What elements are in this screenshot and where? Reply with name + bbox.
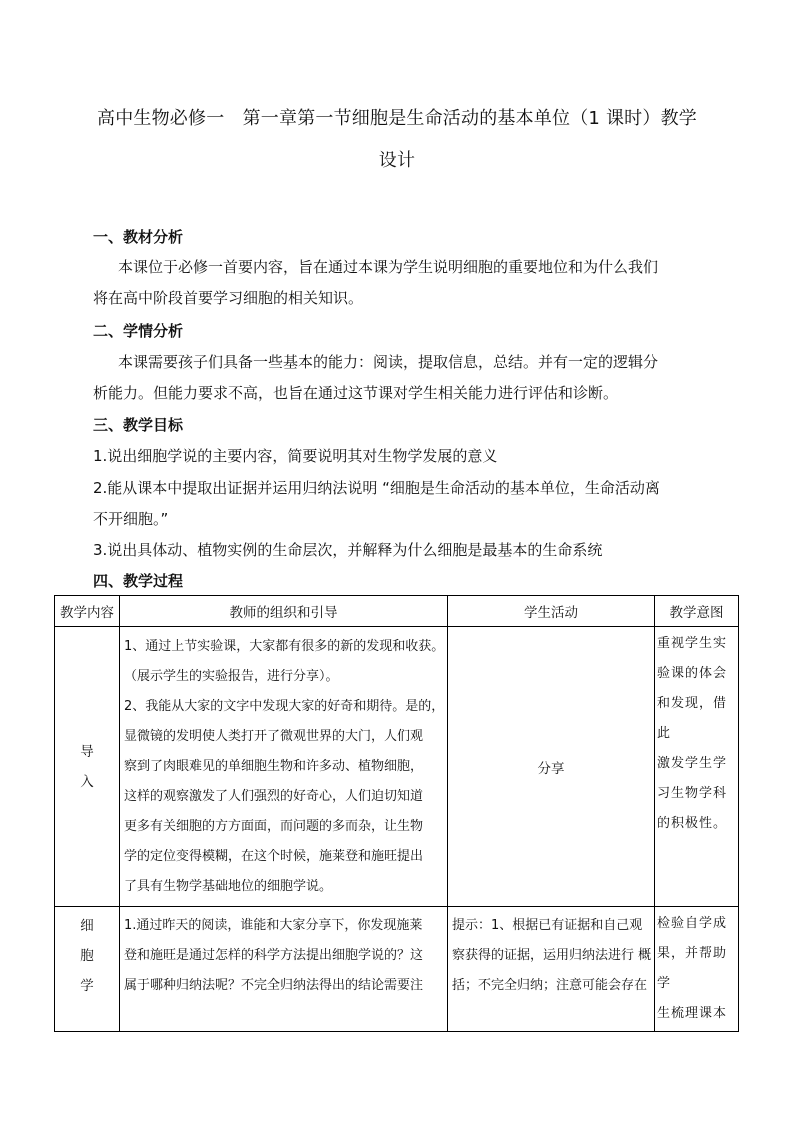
intent-text-line: 验课的体会 xyxy=(657,666,728,681)
intent-text-line: 生梳理课本 xyxy=(657,1006,728,1021)
teacher-text-line: 学的定位变得模糊，在这个时候，施莱登和施旺提出 xyxy=(124,848,424,864)
content-line: 细 xyxy=(80,918,94,934)
teacher-text-line: 2、我能从大家的文字中发现大家的好奇和期待。是的， xyxy=(124,698,445,714)
goal-1: 1.说出细胞学说的主要内容，简要说明其对生物学发展的意义 xyxy=(93,447,498,465)
student-analysis-text-line-2: 析能力。但能力要求不高，也旨在通过这节课对学生相关能力进行评估和诊断。 xyxy=(93,384,619,402)
header-teaching-intent: 教学意图 xyxy=(655,596,739,627)
goal-2-line-1: 2.能从课本中提取出证据并运用归纳法说明 “细胞是生命活动的基本单位，生命活动离 xyxy=(93,479,660,497)
intent-text-line: 果，并帮助学 xyxy=(657,946,728,991)
teaching-process-table xyxy=(54,595,739,1032)
cell-teacher-cell-theory xyxy=(120,907,448,1032)
intent-text-line: 检验自学成 xyxy=(657,916,728,931)
section-heading-teaching-goals: 三、教学目标 xyxy=(93,416,184,434)
intent-text-line: 重视学生实 xyxy=(657,636,728,651)
header-teaching-content: 教学内容 xyxy=(55,596,120,627)
intent-text-line: 和发现，借此 xyxy=(657,696,728,741)
intent-text-line: 的积极性。 xyxy=(657,816,728,831)
section-heading-student-analysis: 二、学情分析 xyxy=(93,322,184,340)
teacher-text-line: 更多有关细胞的方方面面，而问题的多而杂，让生物 xyxy=(124,818,424,834)
student-text-line: 括；不完全归纳；注意可能会存在 xyxy=(452,978,648,993)
content-line: 入 xyxy=(80,773,94,790)
goal-2-line-2: 不开细胞。” xyxy=(93,510,169,528)
cell-student-introduction: 分享 xyxy=(448,627,655,907)
textbook-analysis-text-line-2: 将在高中阶段首要学习细胞的相关知识。 xyxy=(93,289,364,307)
header-student-activity: 学生活动 xyxy=(448,596,655,627)
intent-text-line: 习生物学科 xyxy=(657,786,728,801)
cell-student-cell-theory xyxy=(448,907,655,1032)
student-text-line: 提示：1、根据已有证据和自己观 xyxy=(452,918,643,933)
teacher-text-line: 显微镜的发明使人类打开了微观世界的大门，人们观 xyxy=(124,728,424,744)
teacher-text-line: 1.通过昨天的阅读，谁能和大家分享下，你发现施莱 xyxy=(124,918,423,933)
header-teacher-guidance: 教师的组织和引导 xyxy=(120,596,448,627)
content-line: 导 xyxy=(80,743,94,760)
teacher-text-line: 登和施旺是通过怎样的科学方法提出细胞学说的？这 xyxy=(124,948,424,963)
section-heading-teaching-process: 四、教学过程 xyxy=(93,572,184,590)
intent-text-line: 激发学生学 xyxy=(657,756,728,771)
student-text-line: 察获得的证据，运用归纳法进行 概 xyxy=(452,948,652,963)
teacher-text-line: 这样的观察激发了人们强烈的好奇心，人们迫切知道 xyxy=(124,788,424,804)
cell-teacher-introduction xyxy=(120,627,448,907)
document-title-line-1: 高中生物必修一 第一章第一节细胞是生命活动的基本单位（1 课时）教学 xyxy=(97,108,697,129)
teacher-text-line: 察到了肉眼难见的单细胞生物和许多动、植物细胞， xyxy=(124,758,424,774)
content-line: 学 xyxy=(80,978,94,994)
teacher-text-line: 1、通过上节实验课，大家都有很多的新的发现和收获。 xyxy=(124,638,445,654)
textbook-analysis-text-line-1: 本课位于必修一首要内容，旨在通过本课为学生说明细胞的重要地位和为什么我们 xyxy=(118,258,659,276)
section-heading-textbook-analysis: 一、教材分析 xyxy=(93,228,184,246)
cell-content-introduction xyxy=(55,627,120,907)
cell-intent-cell-theory xyxy=(655,907,739,1032)
table-row-cell-theory xyxy=(55,907,739,1032)
student-analysis-text-line-1: 本课需要孩子们具备一些基本的能力：阅读，提取信息，总结。并有一定的逻辑分 xyxy=(118,353,659,371)
teacher-text-line: 了具有生物学基础地位的细胞学说。 xyxy=(124,878,333,894)
content-line: 胞 xyxy=(80,948,94,964)
table-header-row xyxy=(55,596,739,627)
teacher-text-line: （展示学生的实验报告，进行分享）。 xyxy=(124,668,339,684)
teacher-text-line: 属于哪种归纳法呢？不完全归纳法得出的结论需要注 xyxy=(124,978,424,993)
cell-content-cell-theory xyxy=(55,907,120,1032)
table-row-introduction xyxy=(55,627,739,907)
cell-intent-introduction xyxy=(655,627,739,907)
document-title-line-2: 设计 xyxy=(378,150,416,171)
goal-3: 3.说出具体动、植物实例的生命层次，并解释为什么细胞是最基本的生命系统 xyxy=(93,541,603,559)
